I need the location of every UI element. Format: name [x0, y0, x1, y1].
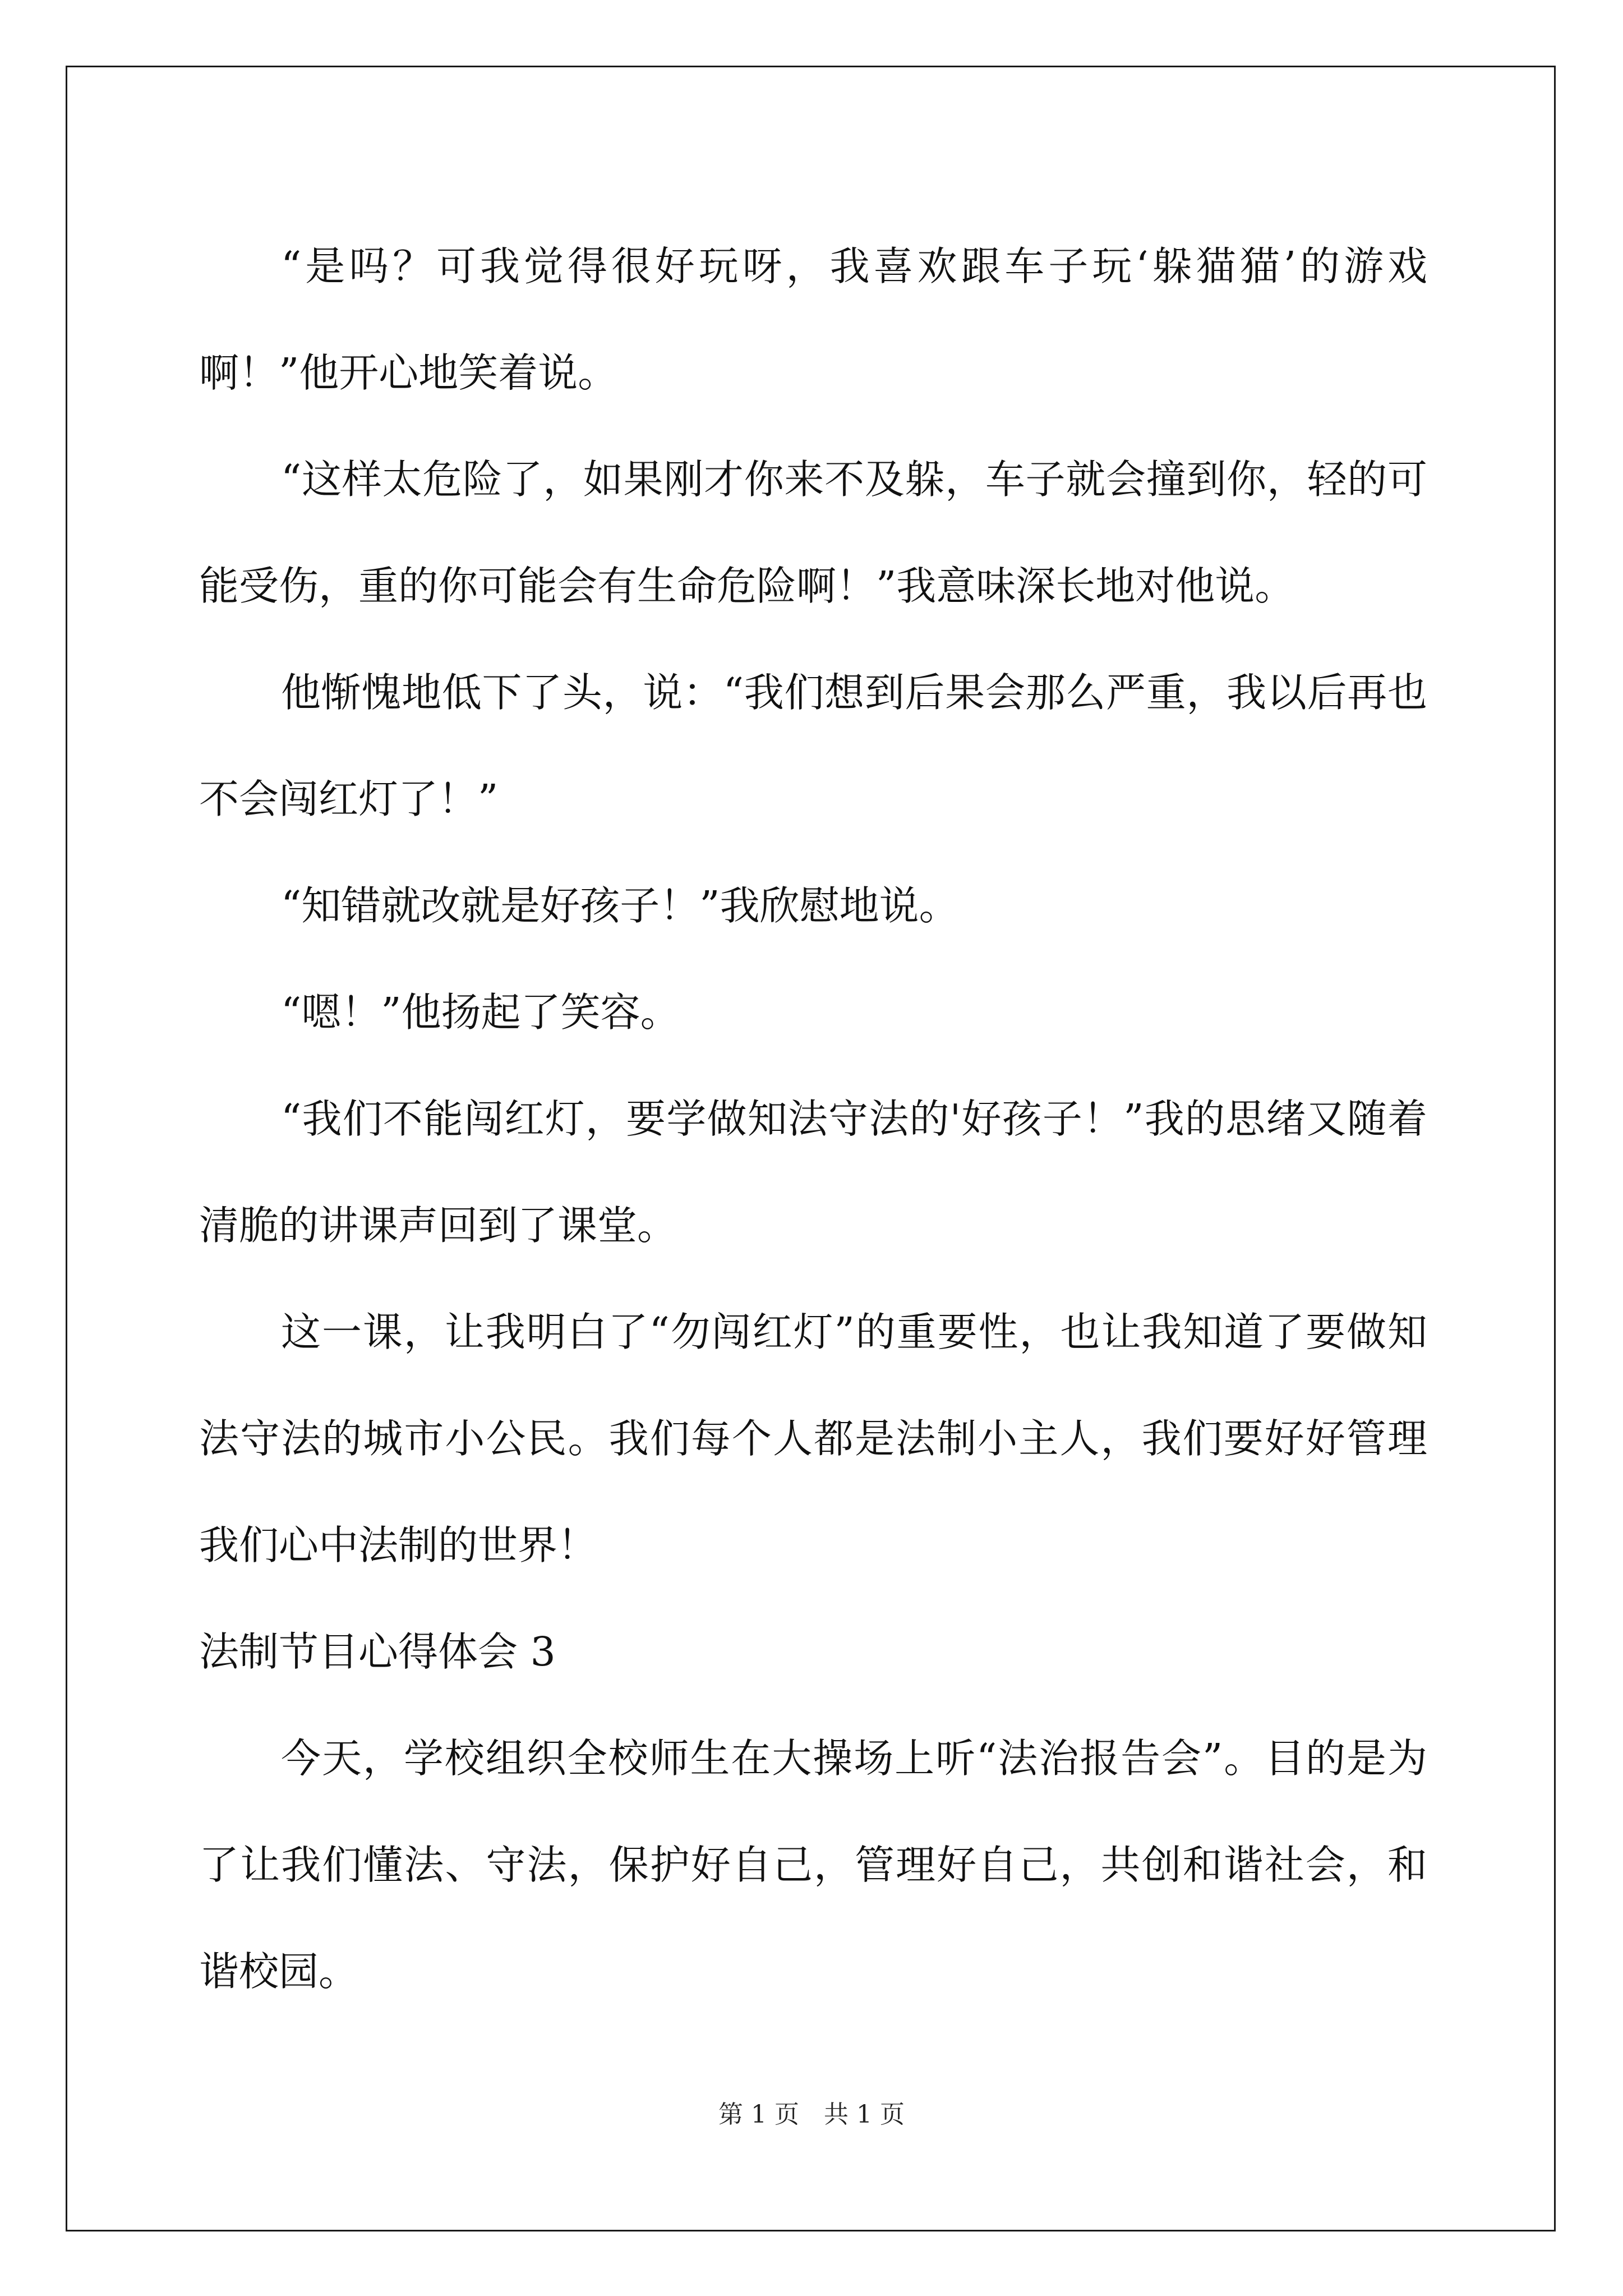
page-number-total: 共 1 页	[824, 2100, 905, 2129]
paragraph: 他惭愧地低下了头，说：“我们想到后果会那么严重，我以后再也不会闯红灯了！”	[199, 669, 1427, 822]
paragraph: “是吗？可我觉得很好玩呀，我喜欢跟车子玩‘躲猫猫’的游戏啊！”他开心地笑着说。	[199, 243, 1427, 396]
paragraph: “知错就改就是好孩子！”我欣慰地说。	[281, 882, 959, 929]
page-footer	[0, 2098, 1623, 2132]
section-heading: 法制节目心得体会 3	[199, 1628, 556, 1675]
page-number-current: 第 1 页	[718, 2100, 799, 2129]
paragraph: 这一课，让我明白了“勿闯红灯”的重要性，也让我知道了要做知法守法的城市小公民。我们每个人都是法制小主人，我们要好好管理我们心中法制的世界！	[199, 1309, 1427, 1568]
paragraph: “嗯！”他扬起了笑容。	[281, 989, 680, 1036]
document-body	[199, 213, 1427, 2025]
paragraph: “这样太危险了，如果刚才你来不及躲，车子就会撞到你，轻的可能受伤，重的你可能会有生命危险啊！”我意味深长地对他说。	[199, 456, 1427, 609]
paragraph: 今天，学校组织全校师生在大操场上听“法治报告会”。目的是为了让我们懂法、守法，保护好自己，管理好自己，共创和谐社会，和谐校园。	[199, 1735, 1427, 1995]
paragraph: “我们不能闯红灯，要学做知法守法的'好孩子！”我的思绪又随着清脆的讲课声回到了课堂。	[199, 1096, 1427, 1249]
